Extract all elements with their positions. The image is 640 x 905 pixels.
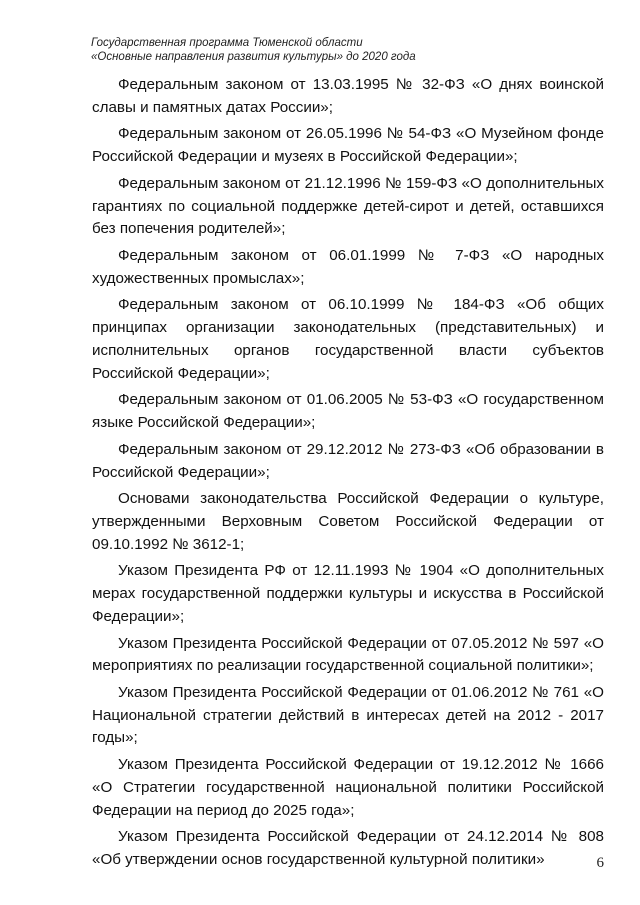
paragraph-decree-1904: Указом Президента РФ от 12.11.1993 № 1904 «О дополнительных мерах государственной поддержки культуры и искусства в Российской Федерации»; xyxy=(92,562,604,625)
paragraph-law-54fz: Федеральным законом от 26.05.1996 № 54-ФЗ «О Музейном фонде Российской Федерации и музеях в Российской Федерации»; xyxy=(92,125,604,166)
paragraph-law-7fz: Федеральным законом от 06.01.1999 № 7-ФЗ «О народных художественных промыслах»; xyxy=(92,246,604,287)
paragraph-law-159fz: Федеральным законом от 21.12.1996 № 159-ФЗ «О дополнительных гарантиях по социальной поддержке детей-сирот и детей, оставшихся без попечения родителей»; xyxy=(92,174,604,238)
paragraph-decree-597: Указом Президента Российской Федерации от 07.05.2012 № 597 «О мероприятиях по реализации государственной социальной политики»; xyxy=(92,634,604,675)
paragraph-culture-legislation: Основами законодательства Российской Федерации о культуре, утвержденными Верховным Советом Российской Федерации от 09.10.1992 № 3612-1; xyxy=(92,490,604,553)
running-header xyxy=(91,36,416,64)
paragraph-law-273fz: Федеральным законом от 29.12.2012 № 273-ФЗ «Об образовании в Российской Федерации»; xyxy=(92,440,604,481)
paragraph-decree-761: Указом Президента Российской Федерации от 01.06.2012 № 761 «О Национальной стратегии действий в интересах детей на 2012 - 2017 годы»; xyxy=(92,683,604,747)
paragraph-law-184fz: Федеральным законом от 06.10.1999 № 184-ФЗ «Об общих принципах организации законодательных (представительных) и исполнительных органов государственной власти субъектов Российской Федерации»; xyxy=(92,296,604,382)
document-body xyxy=(92,74,604,876)
header-line-subtitle: «Основные направления развития культуры» до 2020 года xyxy=(91,51,416,63)
paragraph-decree-1666: Указом Президента Российской Федерации от 19.12.2012 № 1666 «О Стратегии государственной национальной политики Российской Федерации на период до 2025 года»; xyxy=(92,756,604,819)
paragraph-decree-808: Указом Президента Российской Федерации от 24.12.2014 № 808 «Об утверждении основ государственной культурной политики» xyxy=(92,828,604,869)
paragraph-law-32fz: Федеральным законом от 13.03.1995 № 32-ФЗ «О днях воинской славы и памятных датах России»; xyxy=(92,76,604,116)
header-line-program: Государственная программа Тюменской области xyxy=(91,37,363,49)
page-number: 6 xyxy=(596,855,604,871)
paragraph-law-53fz: Федеральным законом от 01.06.2005 № 53-ФЗ «О государственном языке Российской Федерации»; xyxy=(92,391,604,432)
